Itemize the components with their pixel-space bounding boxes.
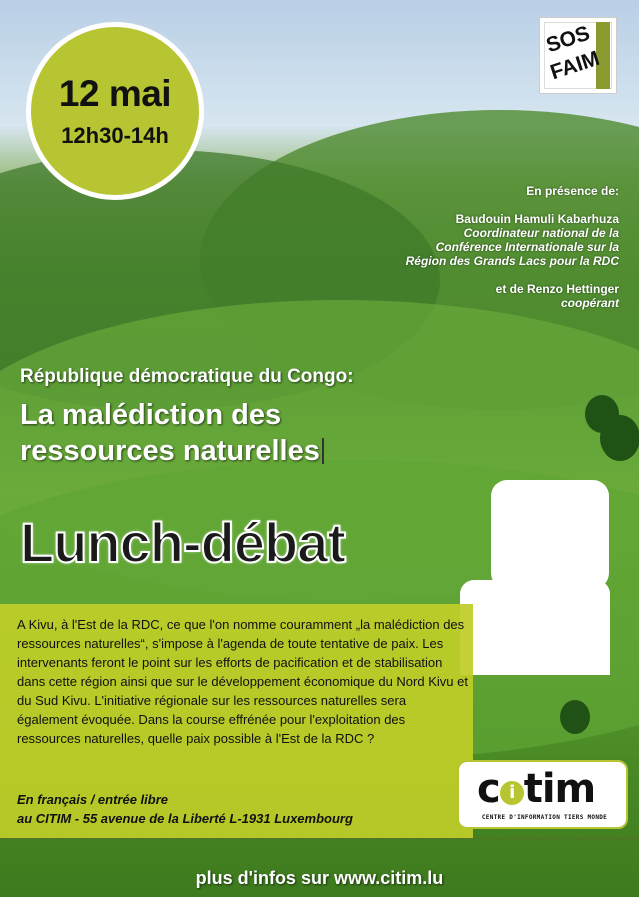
event-title xyxy=(20,397,440,469)
speakers-heading: En présence de: xyxy=(526,184,619,198)
info-i-stem xyxy=(460,580,610,675)
speaker1-role-line1: Coordinateur national de la xyxy=(463,226,619,240)
sos-faim-logo xyxy=(539,17,617,94)
event-subtitle: République démocratique du Congo: xyxy=(20,366,354,387)
event-type-heading: Lunch-débat xyxy=(20,511,345,574)
background-tree xyxy=(560,700,590,734)
background-fence xyxy=(0,838,639,845)
event-time: 12h30-14h xyxy=(61,123,169,148)
info-i-dot xyxy=(491,480,609,589)
citim-tagline: CENTRE D'INFORMATION TIERS MONDE xyxy=(481,814,608,821)
speaker1-role-line3: Région des Grands Lacs pour la RDC xyxy=(405,254,619,268)
speakers-block xyxy=(339,184,619,310)
text-cursor xyxy=(322,438,324,464)
footer-website[interactable]: plus d'infos sur www.citim.lu xyxy=(195,868,444,888)
speaker1-role-line2: Conférence Internationale sur la xyxy=(435,240,619,254)
event-date: 12 mai xyxy=(58,73,172,114)
logo-text-sos: SOS xyxy=(543,21,593,58)
event-description: A Kivu, à l'Est de la RDC, ce que l'on nomme couramment „la malédiction des ressources naturelles“, s'impose à l'agenda de toute tentative de paix. Les intervenants feront le point sur les efforts de pacification et de stabilisation dans cette région ainsi que sur le développement économique du Nord Kivu et du Sud Kivu. L'initiative régionale sur les ressources naturelles sera également évoquée. Dans la course effrénée pour l'exploitation des ressources naturelles, quelle paix possible à l'Est de la RDC ? xyxy=(17,617,468,746)
citim-word-start: c xyxy=(477,766,500,812)
citim-word-end: tim xyxy=(523,766,596,812)
venue-info xyxy=(17,790,470,828)
date-badge xyxy=(26,22,204,200)
citim-wordmark xyxy=(477,766,595,812)
speaker2-role: coopérant xyxy=(560,296,619,310)
speaker1-name: Baudouin Hamuli Kabarhuza xyxy=(455,212,619,226)
speaker2-name: et de Renzo Hettinger xyxy=(495,282,619,296)
title-line2-text: ressources naturelles xyxy=(20,435,320,467)
citim-logo xyxy=(457,760,628,829)
title-line1: La malédiction des xyxy=(20,399,282,431)
logo-text-faim: FAIM xyxy=(547,46,603,85)
title-line2 xyxy=(20,433,440,469)
citim-info-dot: i xyxy=(500,781,524,805)
venue-line1: En français / entrée libre xyxy=(17,792,169,807)
venue-line2: au CITIM - 55 avenue de la Liberté L-1931 Luxembourg xyxy=(17,811,353,826)
background-tree xyxy=(600,415,639,461)
